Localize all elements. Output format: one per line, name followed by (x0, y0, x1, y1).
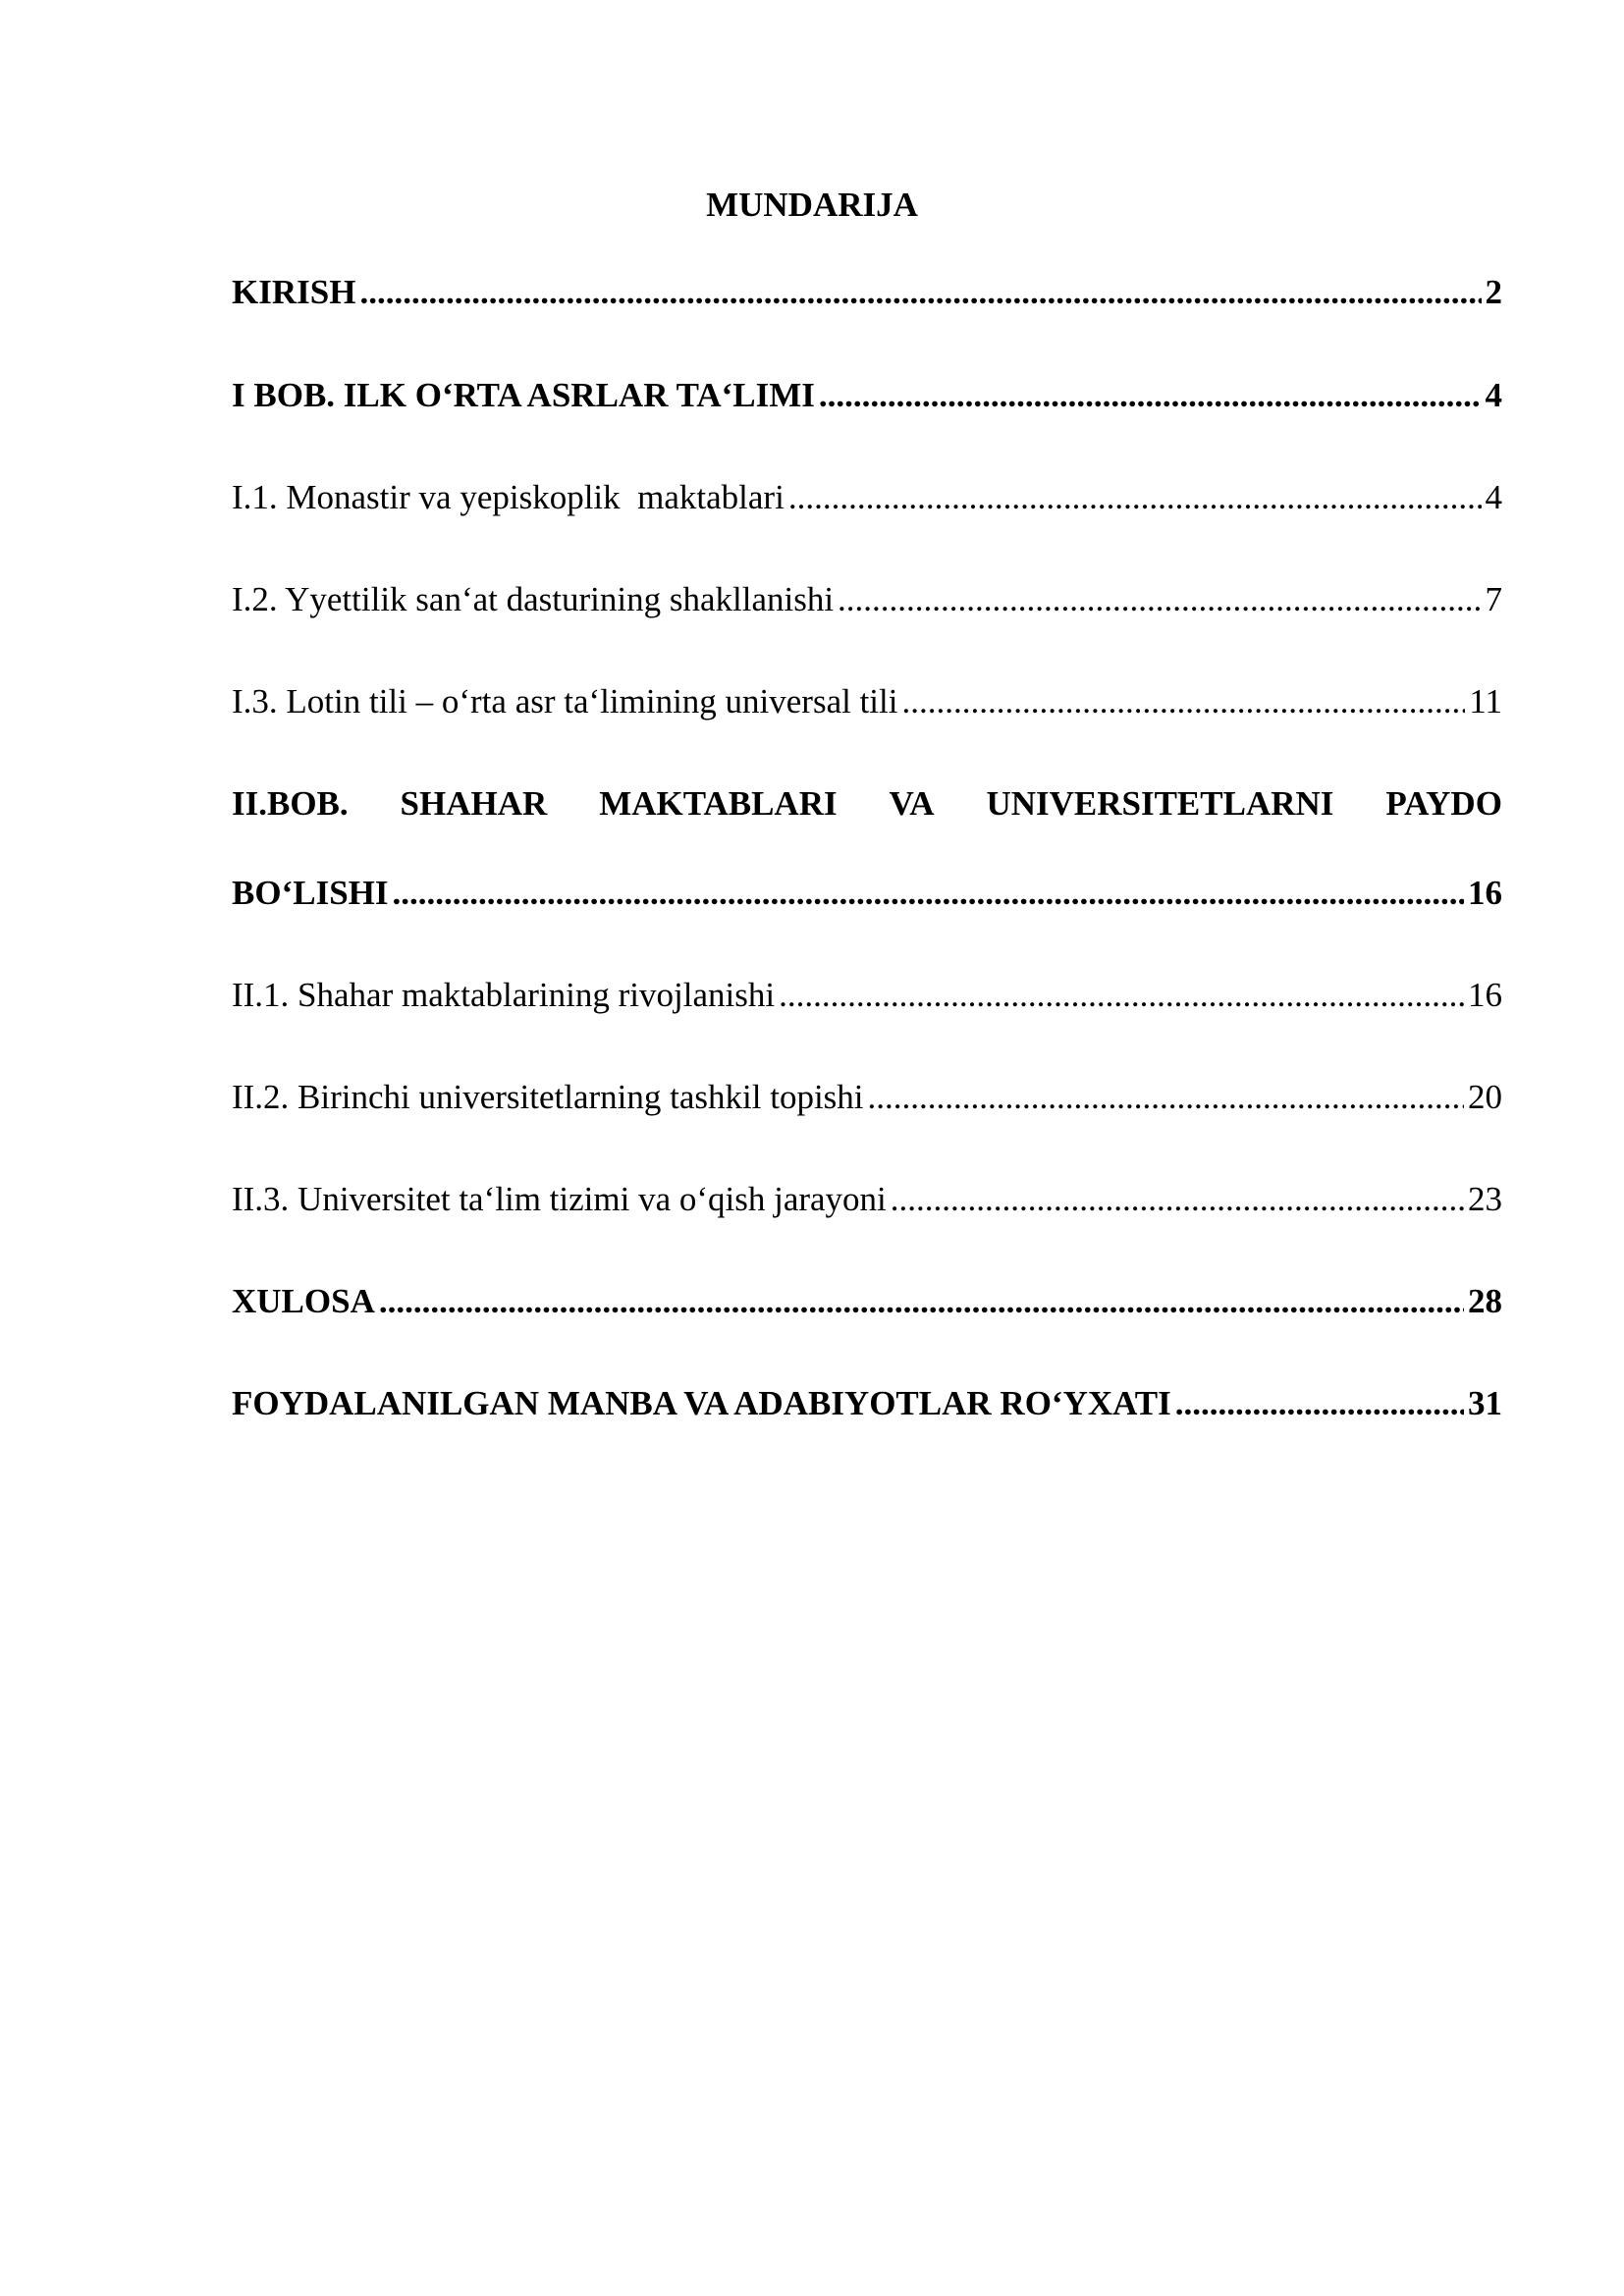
toc-entry-chapter-2[interactable] (232, 869, 1502, 918)
toc-page-number: 4 (1485, 478, 1502, 516)
toc-page-number: 2 (1485, 273, 1502, 311)
toc-entry-label: I BOB. ILK O‘RTA ASRLAR TA‘LIMI (232, 376, 815, 414)
toc-heading-word: II.BOB. (232, 784, 349, 823)
toc-heading-word: SHAHAR (400, 784, 548, 823)
toc-entry-conclusion[interactable] (232, 1277, 1502, 1326)
toc-dot-leader (819, 371, 1482, 420)
toc-entry-section-1-1[interactable] (232, 473, 1502, 522)
toc-entry-references[interactable] (232, 1379, 1502, 1428)
toc-entry-section-1-3[interactable] (232, 677, 1502, 726)
toc-page-number: 11 (1469, 682, 1502, 721)
toc-dot-leader (779, 971, 1464, 1020)
toc-entry-section-2-3[interactable] (232, 1175, 1502, 1224)
toc-dot-leader (359, 268, 1481, 317)
toc-page-number: 23 (1468, 1180, 1502, 1218)
toc-entry-label: XULOSA (232, 1282, 375, 1320)
toc-entry-chapter-2-line-1[interactable] (232, 779, 1502, 828)
toc-entry-section-1-2[interactable] (232, 575, 1502, 624)
toc-entry-label: II.3. Universitet ta‘lim tizimi va o‘qish jarayoni (232, 1180, 887, 1218)
toc-entry-label: BO‘LISHI (232, 874, 389, 912)
toc-dot-leader (891, 1175, 1464, 1224)
toc-entry-chapter-1[interactable] (232, 371, 1502, 420)
toc-dot-leader (901, 677, 1465, 726)
toc-page-number: 7 (1485, 580, 1502, 618)
toc-page-number: 16 (1468, 874, 1502, 912)
toc-dot-leader (838, 575, 1481, 624)
toc-page-number: 16 (1468, 976, 1502, 1014)
toc-dot-leader (788, 473, 1482, 522)
toc-entry-label: KIRISH (232, 273, 356, 311)
toc-heading-word: VA (889, 784, 935, 823)
toc-page-number: 31 (1468, 1384, 1502, 1422)
toc-dot-leader (1175, 1379, 1464, 1428)
toc-entry-label: FOYDALANILGAN MANBA VA ADABIYOTLAR RO‘YXATI (232, 1384, 1171, 1422)
toc-entry-section-2-1[interactable] (232, 971, 1502, 1020)
toc-page-number: 20 (1468, 1078, 1502, 1116)
toc-entry-label: I.1. Monastir va yepiskoplik maktablari (232, 478, 785, 516)
toc-entry-label: I.3. Lotin tili – o‘rta asr ta‘limining universal tili (232, 682, 898, 721)
toc-dot-leader (868, 1073, 1464, 1122)
toc-heading-word: PAYDO (1385, 784, 1502, 823)
toc-heading-word: UNIVERSITETLARNI (986, 784, 1334, 823)
toc-dot-leader (393, 869, 1465, 918)
toc-entry-kirish[interactable] (232, 268, 1502, 317)
toc-entry-label: II.1. Shahar maktablarining rivojlanishi (232, 976, 776, 1014)
toc-page-number: 28 (1468, 1282, 1502, 1320)
toc-entry-label: I.2. Yyettilik san‘at dasturining shakllanishi (232, 580, 835, 618)
toc-dot-leader (379, 1277, 1464, 1326)
toc-entry-label: II.2. Birinchi universitetlarning tashkil topishi (232, 1078, 864, 1116)
toc-page-number: 4 (1485, 376, 1502, 414)
toc-heading-word: MAKTABLARI (599, 784, 838, 823)
toc-title: MUNDARIJA (706, 186, 918, 224)
toc-entry-section-2-2[interactable] (232, 1073, 1502, 1122)
